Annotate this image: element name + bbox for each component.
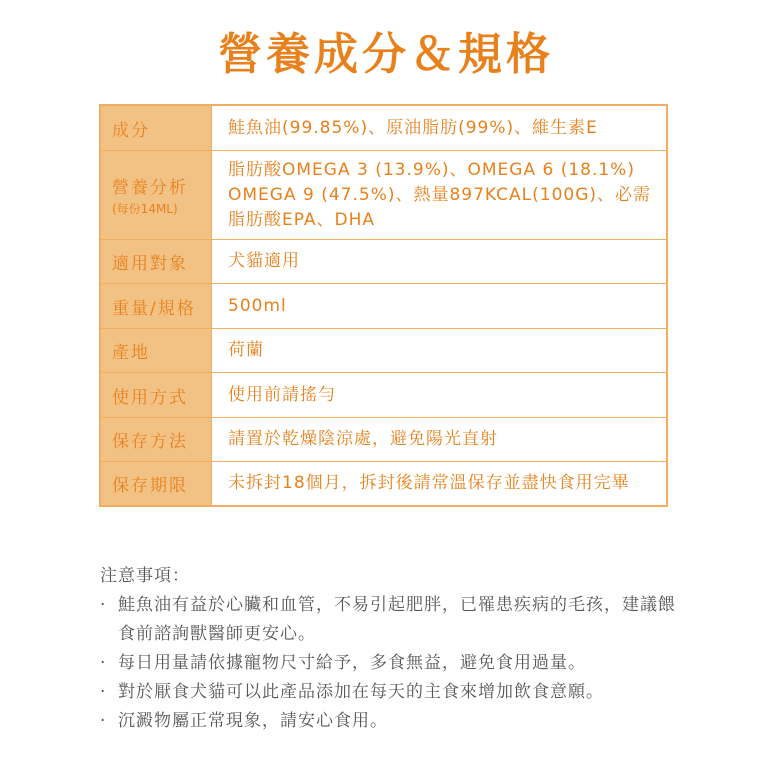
note-item [100, 707, 680, 736]
spec-value: 請置於乾燥陰涼處，避免陽光直射 [211, 418, 666, 461]
bullet-icon: · [100, 682, 107, 702]
spec-label-subtext: (每份14ML) [112, 202, 178, 216]
spec-value: 荷蘭 [211, 329, 666, 372]
spec-value: 犬貓適用 [211, 240, 666, 283]
spec-row-nutrition [101, 151, 666, 240]
page-title: 營養成分＆規格 [218, 29, 554, 80]
spec-label-text: 使用方式 [112, 387, 188, 408]
bullet-icon: · [100, 711, 107, 731]
spec-table [99, 104, 668, 507]
notes-section [100, 562, 680, 736]
spec-label-text: 保存期限 [112, 476, 188, 496]
spec-value: 500ml [211, 284, 666, 328]
note-item [100, 678, 680, 707]
spec-value: 脂肪酸OMEGA 3 (13.9%)、OMEGA 6 (18.1%) OMEGA 9 (47.5%)、熱量897KCAL(100G)、必需脂肪酸EPA、DHA [211, 151, 666, 239]
spec-value: 使用前請搖勻 [211, 373, 666, 417]
spec-row-weight [101, 284, 666, 329]
note-text: 每日用量請依據寵物尺寸給予，多食無益，避免食用過量。 [118, 653, 586, 673]
notes-heading: 注意事項： [100, 566, 190, 586]
spec-row-origin [101, 329, 666, 373]
spec-row-target [101, 240, 666, 284]
spec-row-storage [101, 418, 666, 462]
note-item [100, 591, 680, 649]
spec-label [101, 240, 211, 283]
spec-row-usage [101, 373, 666, 418]
spec-label [101, 373, 211, 417]
spec-label-text: 營養分析 [112, 178, 188, 198]
spec-row-ingredients [101, 106, 666, 151]
spec-label [101, 151, 211, 239]
note-item [100, 649, 680, 678]
spec-label-text: 成分 [112, 120, 150, 141]
spec-label [101, 418, 211, 461]
spec-value: 未拆封18個月，拆封後請常溫保存並盡快食用完畢 [211, 462, 666, 505]
spec-label-text: 重量/規格 [112, 298, 196, 319]
note-text: 對於厭食犬貓可以此產品添加在每天的主食來增加飲食意願。 [118, 682, 604, 702]
spec-label [101, 284, 211, 328]
bullet-icon: · [100, 653, 107, 673]
spec-label [101, 329, 211, 372]
spec-label-text: 產地 [112, 343, 150, 363]
note-text: 沉澱物屬正常現象，請安心食用。 [118, 711, 388, 731]
note-text: 鮭魚油有益於心臟和血管，不易引起肥胖，已罹患疾病的毛孩，建議餵食前諮詢獸醫師更安心。 [118, 595, 676, 644]
spec-label [101, 106, 211, 150]
bullet-icon: · [100, 595, 107, 615]
spec-label [101, 462, 211, 505]
spec-label-text: 保存方法 [112, 432, 188, 452]
spec-row-shelf-life [101, 462, 666, 505]
spec-value: 鮭魚油(99.85%)、原油脂肪(99%)、維生素E [211, 106, 666, 150]
spec-label-text: 適用對象 [112, 254, 188, 274]
